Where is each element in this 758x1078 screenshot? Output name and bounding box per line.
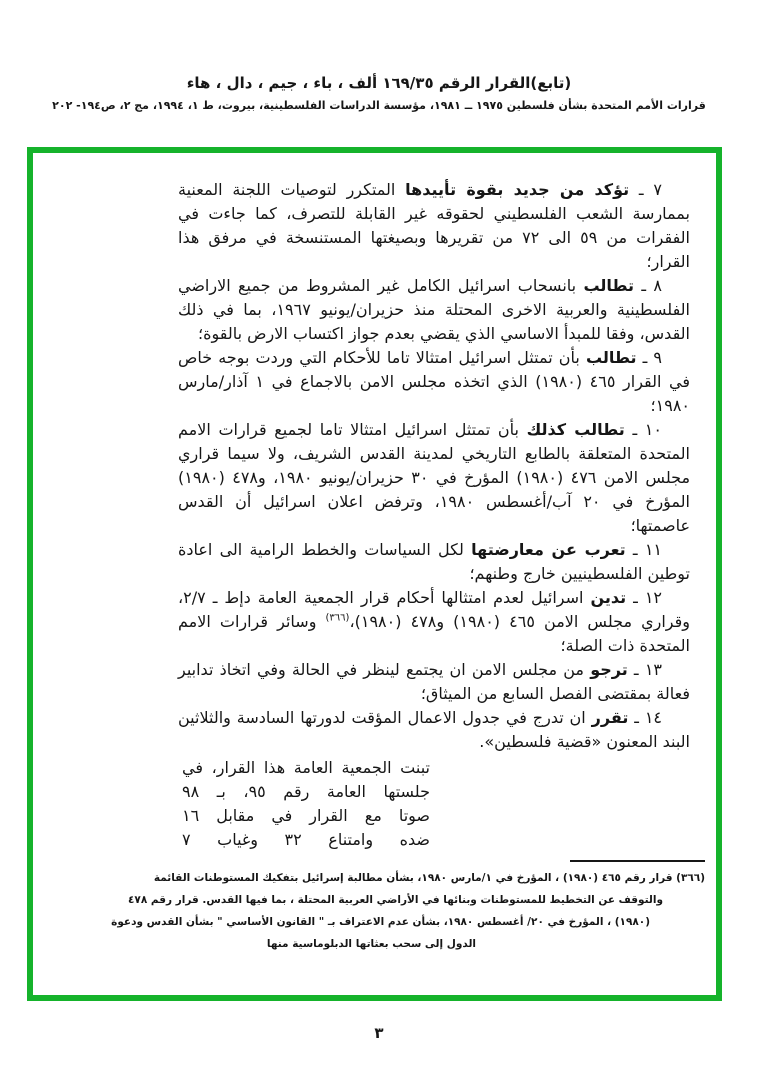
clause-number: ٧ ـ bbox=[638, 180, 662, 199]
clause-11 bbox=[178, 538, 690, 586]
resolution-title: (تابع)القرار الرقم ١٦٩/٣٥ ألف ، باء ، جيم ، دال ، هاء bbox=[186, 74, 572, 92]
clause-12 bbox=[178, 586, 690, 658]
clause-number: ٨ ـ bbox=[641, 276, 663, 295]
clause-10 bbox=[178, 418, 690, 538]
clause-number: ١٣ ـ bbox=[633, 660, 662, 679]
clause-14 bbox=[178, 706, 690, 754]
footnote-line: والتوقف عن التخطيط للمستوطنات وبنائها في الأراضي العربية المحتلة ، بما فيها القدس. قرار رقم ٤٧٨ bbox=[128, 894, 663, 906]
clause-text: من مجلس الامن ان يجتمع لينظر في الحالة وفي اتخاذ تدابير فعالة بمقتضى الفصل السابع من الميثاق؛ bbox=[178, 660, 690, 703]
clause-text: بانسحاب اسرائيل الكامل غير المشروط من جميع الاراضي الفلسطينية والعربية الاخرى المحتلة منذ حزيران/يونيو ١٩٦٧، بما في ذلك القدس، وفقا للمبدأ الاساسي الذي يقضي بعدم جواز اكتساب الارض بالقوة؛ bbox=[178, 276, 690, 343]
footnote-line: (١٩٨٠) ، المؤرخ في ٢٠/ أغسطس ١٩٨٠، بشأن عدم الاعتراف بـ " القانون الأساسي " بشأن القدس ودعوة bbox=[111, 916, 650, 928]
page-header bbox=[0, 74, 758, 112]
clause-7 bbox=[178, 178, 690, 274]
clause-lead: تعرب عن معارضتها bbox=[471, 540, 626, 559]
clause-number: ٩ ـ bbox=[642, 348, 662, 367]
footnote-divider bbox=[570, 860, 705, 862]
clause-lead: ترجو bbox=[590, 660, 628, 679]
clause-13 bbox=[178, 658, 690, 706]
clause-text: لكل السياسات والخطط الرامية الى اعادة توطين الفلسطينيين خارج وطنهم؛ bbox=[178, 540, 690, 583]
clause-text: بأن تمتثل اسرائيل امتثالا تاما لجميع قرارات الامم المتحدة المتعلقة بالطابع التاريخي لمدينة القدس الشريف، ولا سيما قراري مجلس الامن ٤٧٦ (١٩٨٠) المؤرخ في ٣٠ حزيران/يونيو ١٩٨٠، و٤٧٨ (١٩٨٠) المؤرخ في ٢٠ آب/أغسطس ١٩٨٠، وترفض اعلان اسرائيل أن القدس عاصمتها؛ bbox=[178, 420, 691, 535]
clause-lead: تقرر bbox=[591, 708, 629, 727]
clause-lead: تطالب كذلك bbox=[526, 420, 625, 439]
clause-lead: تطالب bbox=[585, 348, 637, 367]
clause-number: ١١ ـ bbox=[632, 540, 663, 559]
clause-text: وسائر قرارات الامم المتحدة ذات الصلة؛ bbox=[178, 612, 690, 655]
footnote-line: (٣٦٦) قرار رقم ٤٦٥ (١٩٨٠) ، المؤرخ في ١/مارس ١٩٨٠، بشأن مطالبة إسرائيل بتفكيك المستوطنات القائمة bbox=[153, 872, 705, 884]
clause-text: اسرائيل لعدم امتثالها أحكام قرار الجمعية العامة دإط ـ ٢/٧، وقراري مجلس الامن ٤٦٥ (١٩٨٠) و٤٧٨ (١٩٨٠)، bbox=[178, 588, 691, 631]
source-citation: قرارات الأمم المتحدة بشأن فلسطين ١٩٧٥ ــ ١٩٨١، مؤسسة الدراسات الفلسطينية، بيروت، ط ١، ١٩٩٤، مج ٢، ص١٩٤- ٢٠٢ bbox=[52, 99, 706, 112]
clause-text: ان تدرج في جدول الاعمال المؤقت لدورتها السادسة والثلاثين البند المعنون «قضية فلسطين». bbox=[178, 708, 690, 751]
resolution-body bbox=[178, 178, 690, 852]
adoption-note bbox=[182, 756, 430, 852]
highlight-border-box bbox=[27, 147, 722, 1001]
page-number: ٣ bbox=[374, 1024, 384, 1042]
footnote-line: الدول إلى سحب بعثاتها الدبلوماسية منها bbox=[266, 938, 476, 950]
clause-8 bbox=[178, 274, 690, 346]
footnote-ref-366: (٣٦٦) bbox=[325, 612, 350, 624]
clause-lead: تؤكد من جديد بقوة تأييدها bbox=[405, 180, 630, 199]
clause-9 bbox=[178, 346, 690, 418]
clause-text: المتكرر لتوصيات اللجنة المعنية بممارسة الشعب الفلسطيني لحقوقه غير القابلة للتصرف، كما جاءت في الفقرات من ٥٩ الى ٧٢ من تقريرها وبصيغتها المستنسخة في مرفق هذا القرار؛ bbox=[178, 180, 691, 271]
adoption-line: صوتا مع القرار في مقابل ١٦ bbox=[182, 806, 430, 825]
clause-lead: تدين bbox=[590, 588, 627, 607]
clause-lead: تطالب bbox=[583, 276, 635, 295]
clause-number: ١٢ ـ bbox=[633, 588, 663, 607]
adoption-line: جلستها العامة رقم ٩٥، بـ ٩٨ bbox=[182, 782, 430, 801]
clause-text: بأن تمتثل اسرائيل امتثالا تاما للأحكام التي وردت بوجه خاص في القرار ٤٦٥ (١٩٨٠) الذي اتخذه مجلس الامن بالاجماع في ١ آذار/مارس ١٩٨٠؛ bbox=[178, 348, 691, 415]
adoption-line: تبنت الجمعية العامة هذا القرار، في bbox=[182, 758, 430, 777]
clause-number: ١٠ ـ bbox=[632, 420, 662, 439]
adoption-line: ضده وامتناع ٣٢ وغياب ٧ bbox=[182, 830, 431, 849]
footnote-366 bbox=[111, 867, 705, 955]
clause-number: ١٤ ـ bbox=[634, 708, 662, 727]
